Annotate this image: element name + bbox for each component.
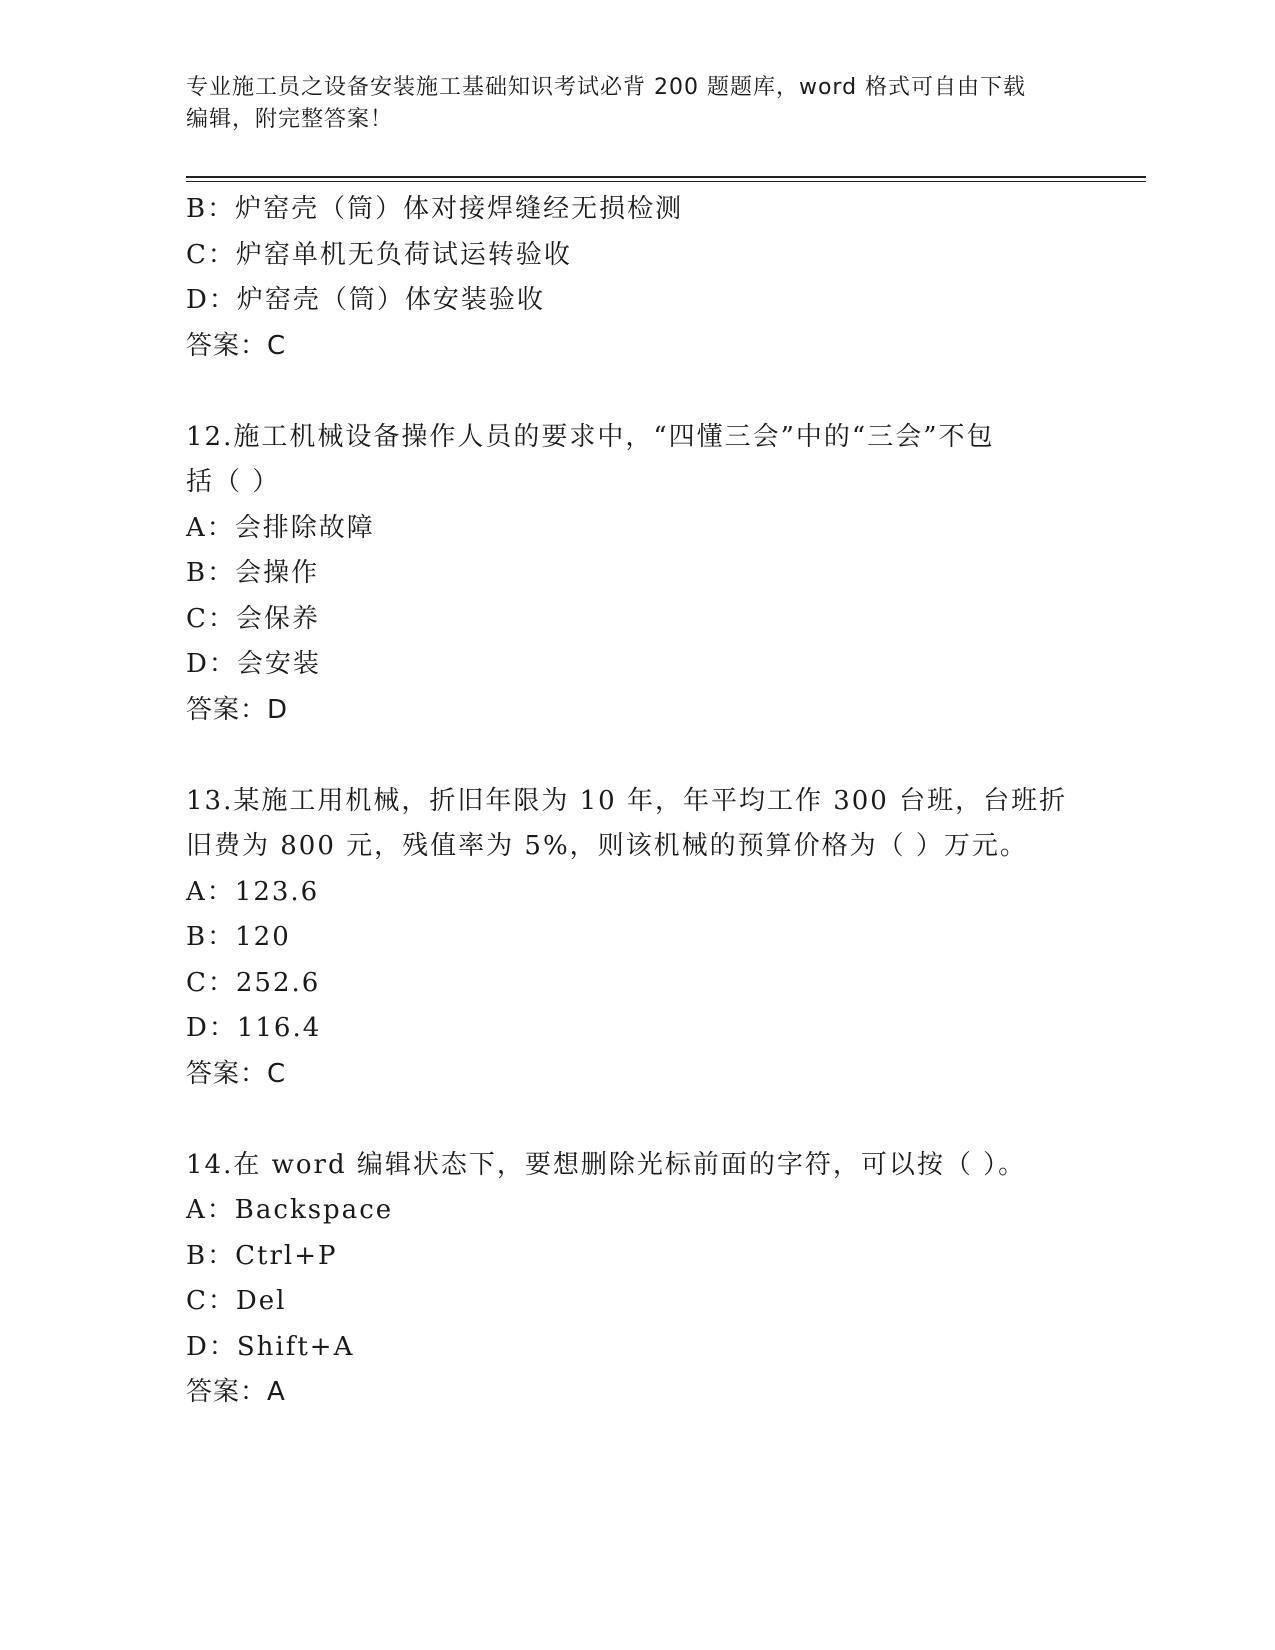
option-b: B：Ctrl+P [186,1240,338,1271]
header-title-line-1: 专业施工员之设备安装施工基础知识考试必背 200 题题库，word 格式可自由下载 [186,75,1027,100]
header-rule-thick [186,176,1146,178]
option-d: D：116.4 [186,1013,322,1043]
question-block-13 [186,779,1086,1098]
question-stem-line-1: 12.施工机械设备操作人员的要求中，“四懂三会”中的“三会”不包 [186,421,995,452]
option-d: D：炉窑壳（筒）体安装验收 [186,285,545,315]
document-header [186,72,1066,136]
option-c: C：会保养 [186,603,320,634]
answer-line: 答案：C [186,1058,287,1089]
option-a: A：123.6 [186,876,320,907]
option-c: C：252.6 [186,967,321,998]
question-block-11 [186,187,1086,369]
option-c: C：炉窑单机无负荷试运转验收 [186,239,572,270]
question-list [186,187,1086,1416]
header-title-line-2: 编辑，附完整答案！ [186,107,394,132]
option-b: B：炉窑壳（筒）体对接焊缝经无损检测 [186,194,684,224]
option-d: D：会安装 [186,649,321,679]
question-stem-line-2: 旧费为 800 元，残值率为 5%，则该机械的预算价格为（ ）万元。 [186,831,1028,861]
option-d: D：Shift+A [186,1331,355,1362]
question-stem-line-1: 14.在 word 编辑状态下，要想删除光标前面的字符，可以按（ ）。 [186,1149,1027,1180]
spacer [186,733,1086,779]
header-rule-thin [186,181,1146,182]
option-c: C：Del [186,1286,287,1316]
question-block-14 [186,1143,1086,1416]
answer-line: 答案：C [186,330,287,361]
question-stem-line-1: 13.某施工用机械，折旧年限为 10 年，年平均工作 300 台班，台班折 [186,785,1068,816]
spacer [186,1097,1086,1143]
question-stem-line-2: 括（ ） [186,467,281,497]
option-b: B：会操作 [186,558,320,588]
option-a: A：Backspace [186,1195,394,1225]
option-a: A：会排除故障 [186,512,375,543]
answer-line: 答案：A [186,1377,286,1407]
spacer [186,369,1086,415]
option-b: B：120 [186,922,291,952]
question-block-12 [186,415,1086,734]
answer-line: 答案：D [186,694,289,725]
